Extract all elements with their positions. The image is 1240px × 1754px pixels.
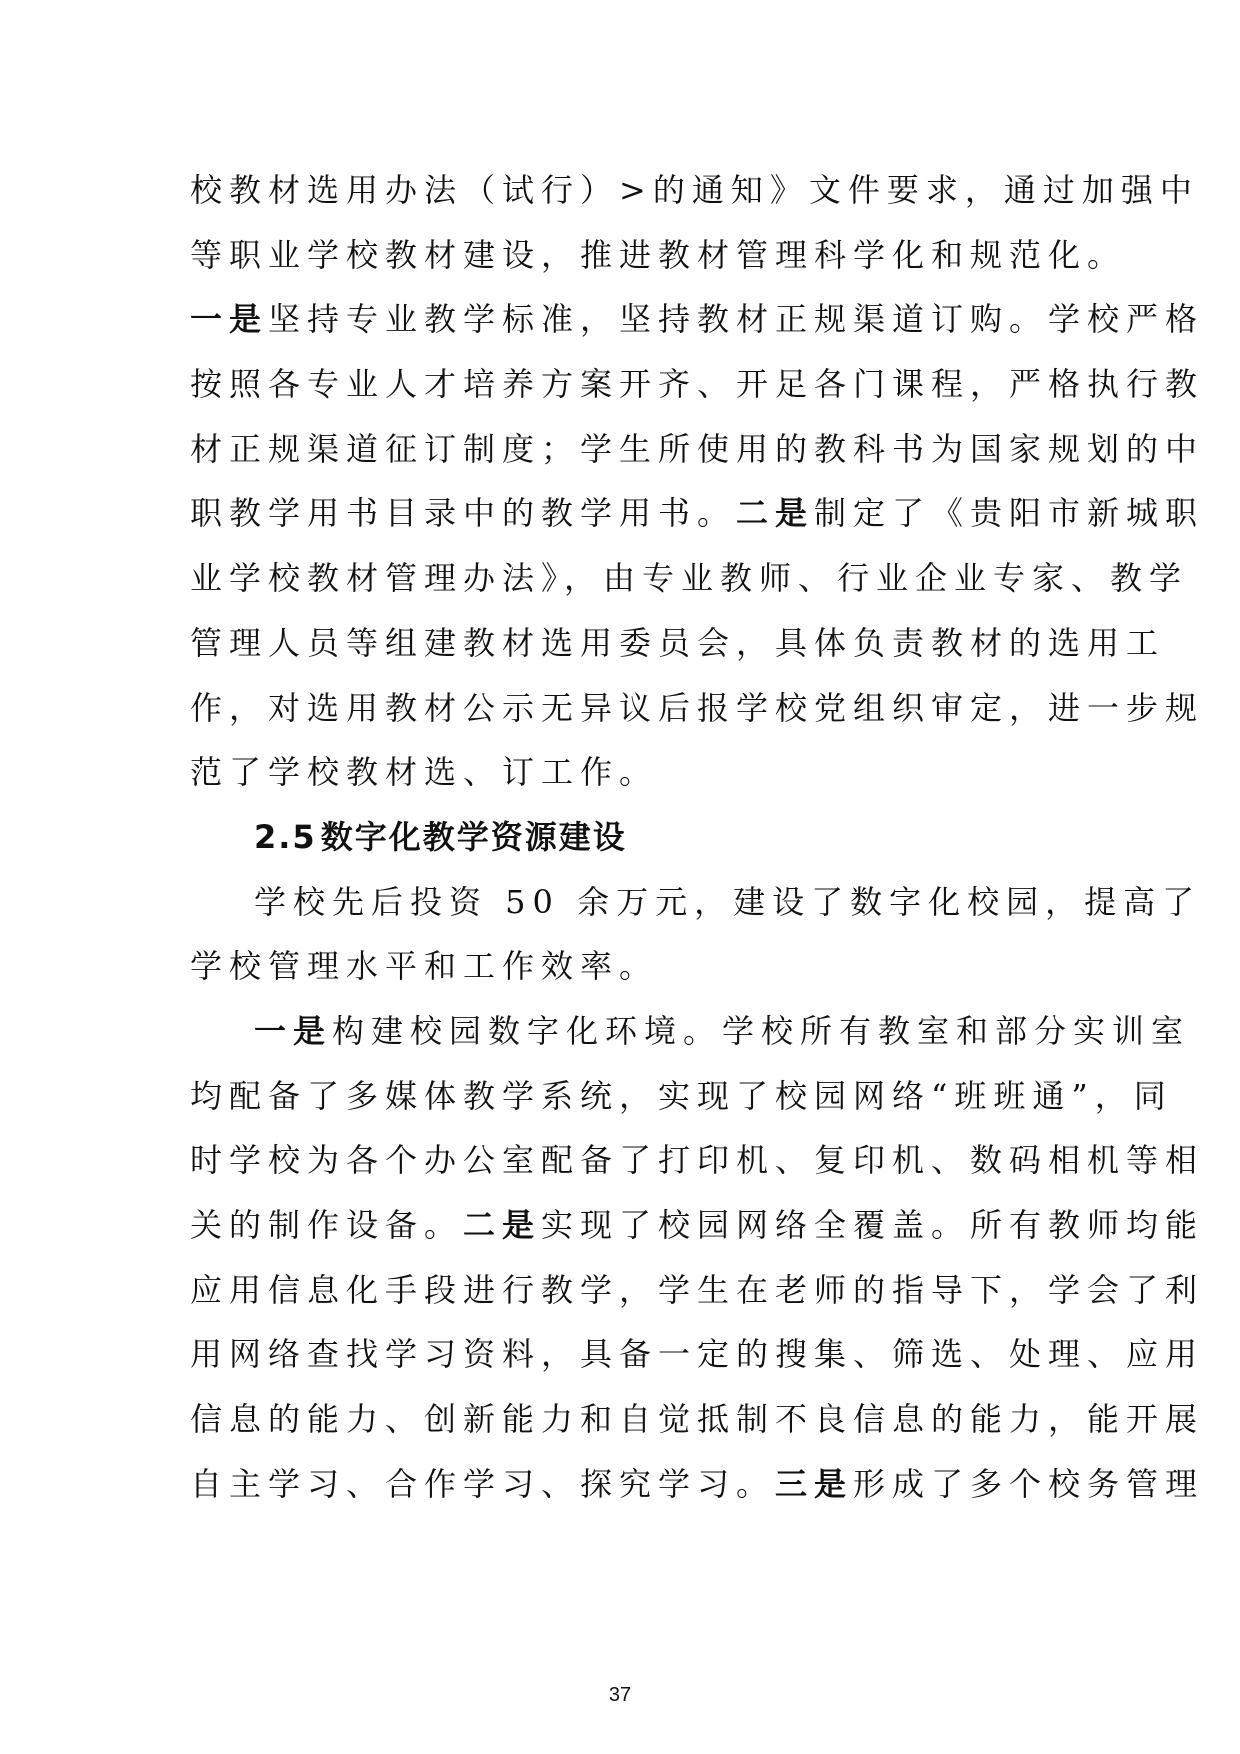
section-number: 2.5 (254, 817, 317, 856)
text-line (190, 1452, 1205, 1517)
text-span: 构建校园数字化环境。学校所有教室和部分实训室 (332, 1011, 1191, 1050)
text-span: 关的制作设备。 (190, 1206, 464, 1244)
text-span: 实现了校园网络全覆盖。所有教师均能 (541, 1206, 1205, 1244)
text-span: 制定了《贵阳市新城职 (814, 494, 1205, 533)
text-line: 信息的能力、创新能力和自觉抵制不良信息的能力，能开展 (190, 1400, 1205, 1439)
text-line (190, 1193, 1205, 1258)
text-line: 范了学校教材选、订工作。 (190, 753, 659, 792)
text-line: 材正规渠道征订制度；学生所使用的教科书为国家规划的中 (190, 429, 1205, 468)
emphasis-lead: 二是 (736, 494, 815, 533)
document-body (190, 158, 1205, 1516)
text-span: 职教学用书目录中的教学用书。 (190, 494, 737, 533)
text-line: 业学校教材管理办法》，由专业教师、行业企业专家、教学 (190, 559, 1189, 598)
text-line: 时学校为各个办公室配备了打印机、复印机、数码相机等相 (190, 1141, 1205, 1180)
text-line (190, 287, 1205, 352)
text-line: 管理人员等组建教材选用委员会，具体负责教材的选用工 (190, 623, 1166, 662)
text-line: 均配备了多媒体教学系统，实现了校园网络“班班通”，同 (190, 1076, 1173, 1115)
page-number: 37 (608, 1684, 632, 1706)
text-line: 等职业学校教材建设，推进教材管理科学化和规范化。 (190, 235, 1127, 274)
text-span: 形成了多个校务管理 (853, 1464, 1205, 1503)
section-title: 数字化教学资源建设 (320, 817, 627, 856)
text-line (190, 999, 1191, 1064)
text-line: 按照各专业人才培养方案开齐、开足各门课程，严格执行教 (190, 365, 1205, 404)
text-span: 坚持专业教学标准，坚持教材正规渠道订购。学校严格 (268, 300, 1205, 339)
emphasis-lead: 一是 (190, 300, 269, 339)
emphasis-lead: 一是 (254, 1011, 333, 1050)
text-line: 校教材选用办法（试行）>的通知》文件要求，通过加强中 (190, 171, 1199, 209)
text-line: 应用信息化手段进行教学，学生在老师的指导下，学会了利 (190, 1270, 1205, 1309)
text-line: 作，对选用教材公示无异议后报学校党组织审定，进一步规 (190, 688, 1205, 727)
emphasis-lead: 二是 (463, 1206, 542, 1244)
text-line: 用网络查找学习资料，具备一定的搜集、筛选、处理、应用 (190, 1335, 1205, 1374)
section-heading (190, 805, 1050, 870)
text-line: 学校先后投资 50 余万元，建设了数字化校园，提高了 (254, 882, 1202, 921)
text-span: 自主学习、合作学习、探究学习。 (190, 1464, 776, 1503)
emphasis-lead: 三是 (775, 1464, 854, 1503)
text-line (190, 481, 1205, 546)
text-line: 学校管理水平和工作效率。 (190, 947, 659, 986)
